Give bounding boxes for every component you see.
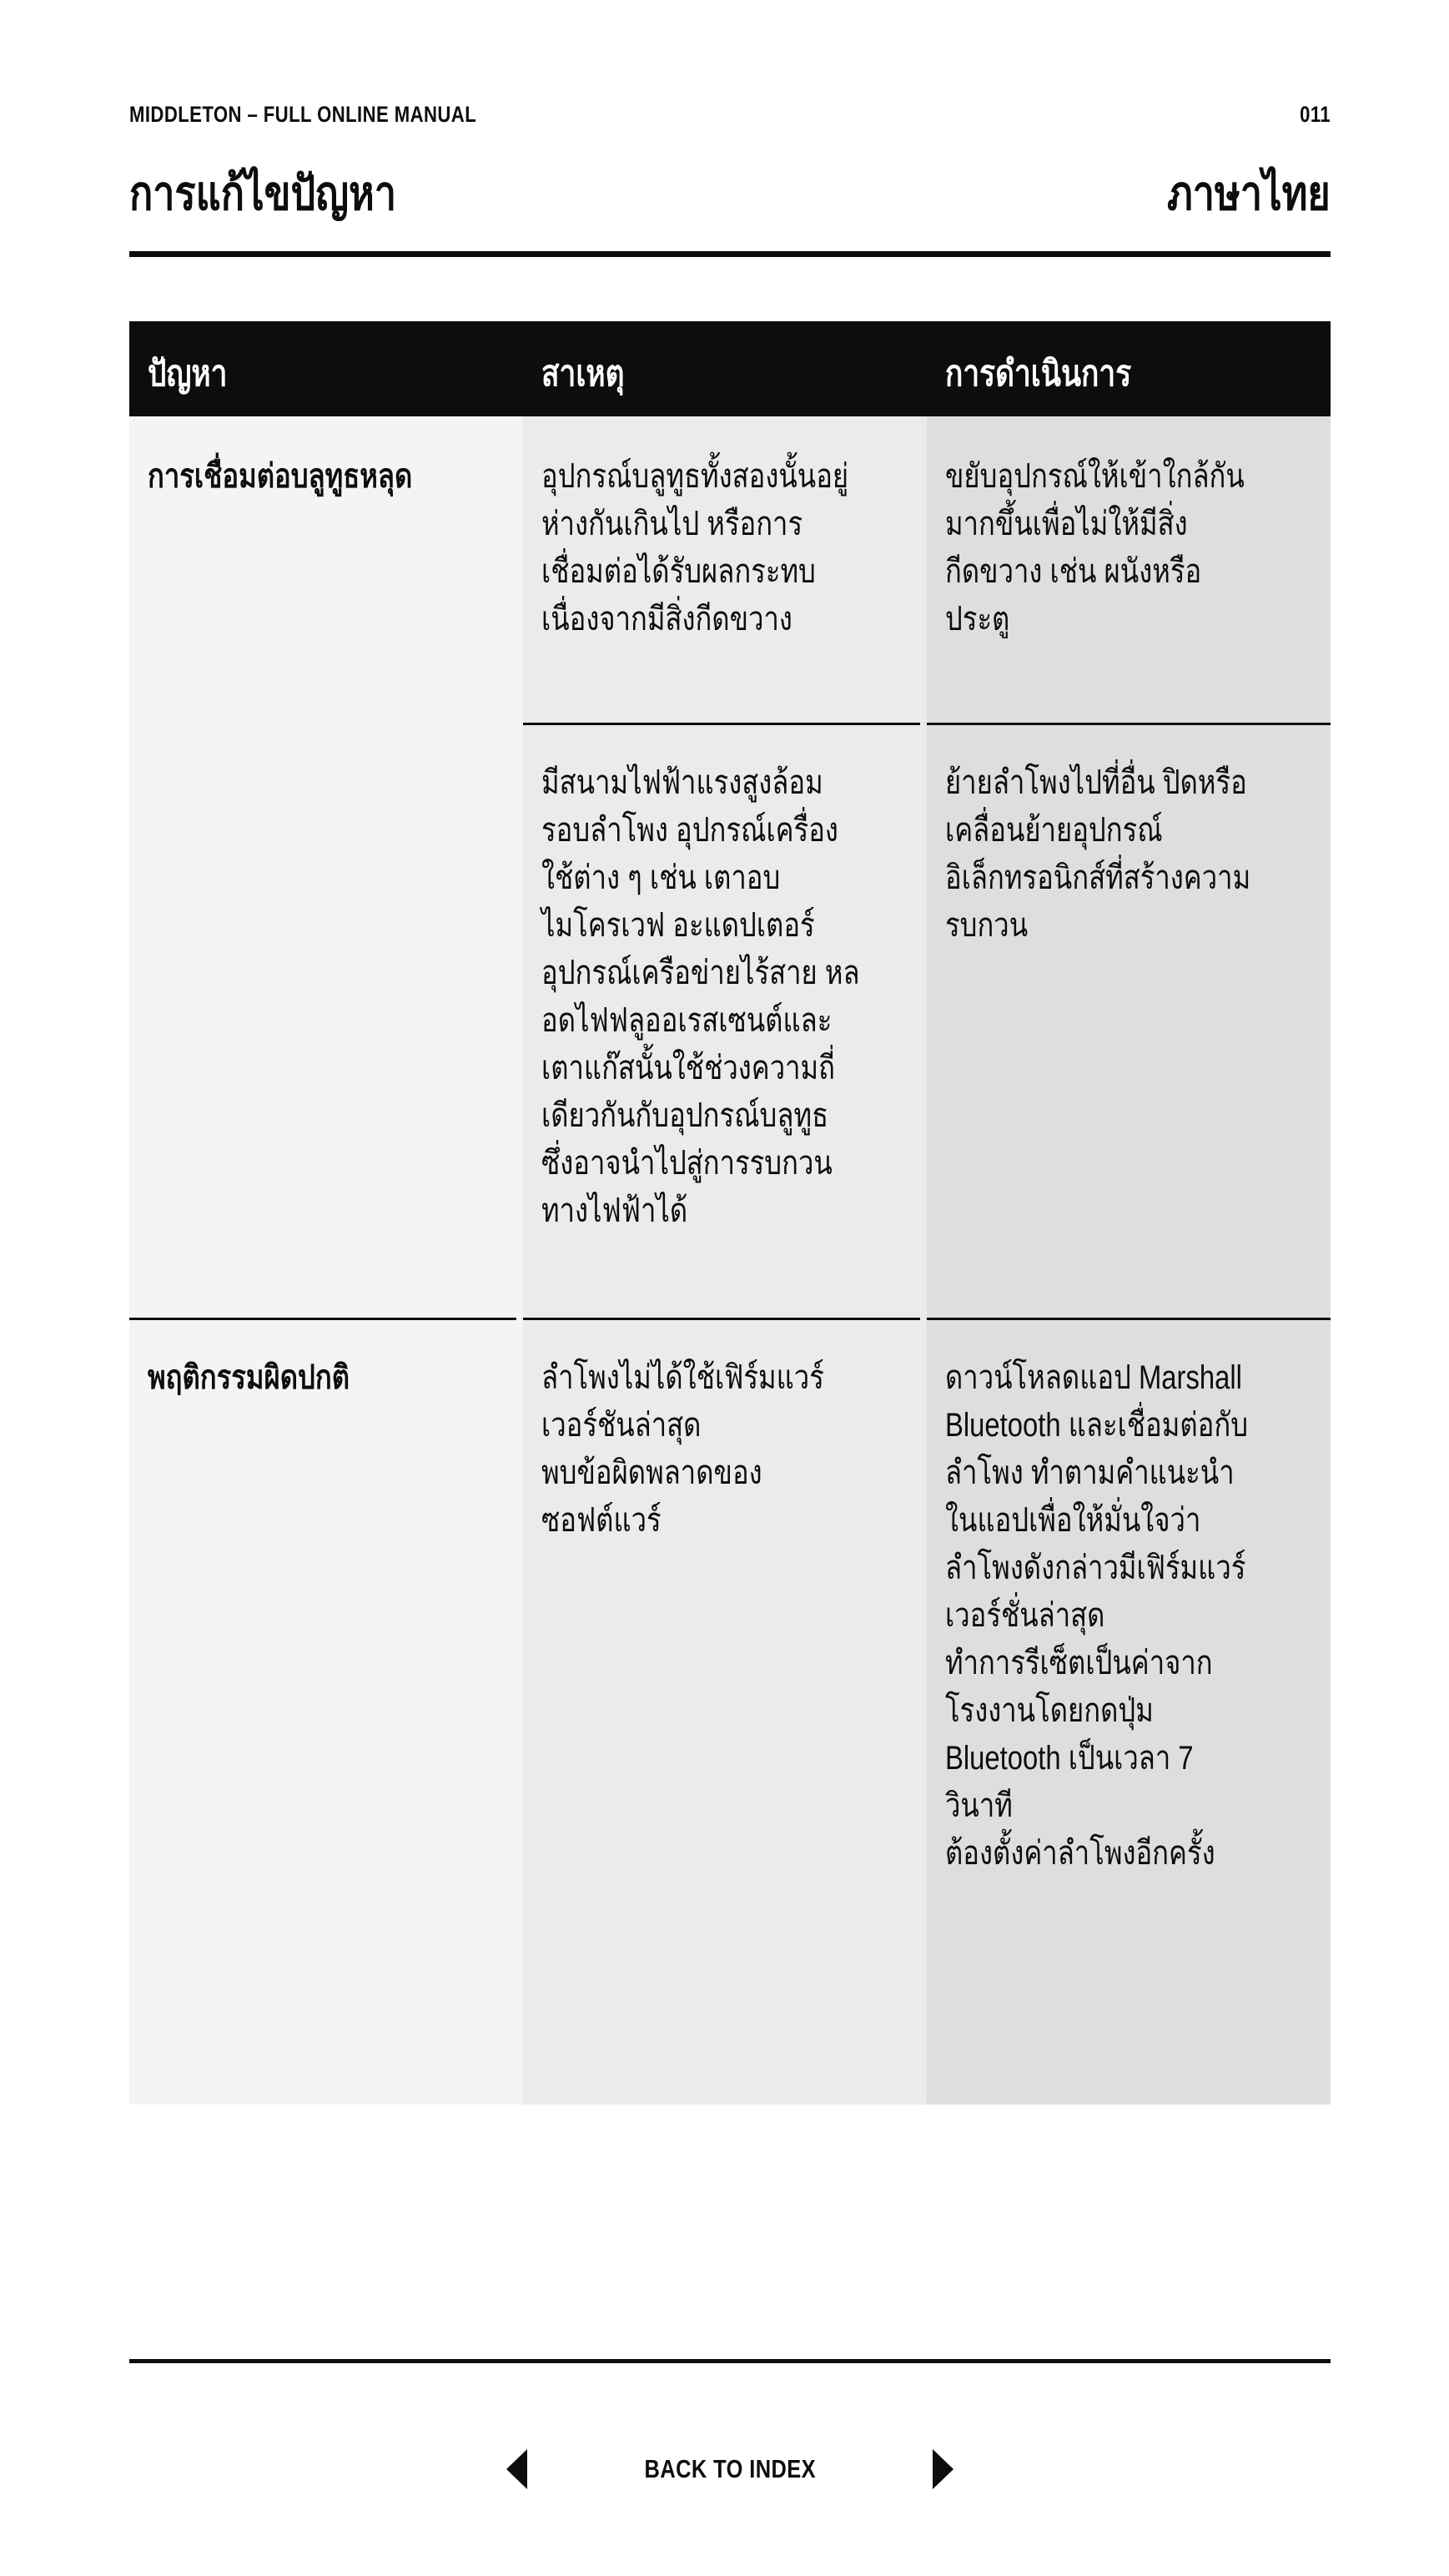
- back-to-index-label: BACK TO INDEX: [644, 2454, 816, 2483]
- title-rule: [129, 251, 1331, 257]
- cell-problem-2: [129, 1318, 523, 2105]
- cell-action-2: [927, 1318, 1331, 2105]
- next-page-button[interactable]: [933, 2449, 953, 2489]
- row-divider: [523, 1318, 920, 1320]
- col-header-cause: [523, 321, 927, 416]
- action-text: ต้องตั้งค่าลำโพงอีกครั้ง: [945, 1835, 1215, 1872]
- col-header-action-label: การดำเนินการ: [945, 354, 1132, 394]
- col-header-problem: [129, 321, 523, 416]
- language-label: ภาษาไทย: [1167, 167, 1331, 220]
- problem-text: พฤติกรรมผิดปกติ: [148, 1359, 350, 1396]
- col-header-problem-label: ปัญหา: [148, 354, 228, 394]
- cell-problem-1: [129, 416, 523, 1318]
- cause-text: พบข้อผิดพลาดของซอฟต์แวร์: [541, 1454, 762, 1539]
- document-header: [129, 0, 1331, 128]
- prev-arrow-icon: [506, 2449, 527, 2489]
- back-to-index-link[interactable]: [626, 2454, 835, 2484]
- troubleshooting-table: [129, 321, 1331, 2105]
- cell-cause-1b: [523, 723, 927, 1318]
- action-text: ย้ายลำโพงไปที่อื่น ปิดหรือเคลื่อนย้ายอุปกรณ์อิเล็กทรอนิกส์ที่สร้างความรบกวน: [945, 764, 1251, 944]
- page-navigation: [129, 2449, 1331, 2489]
- cell-action-1a: [927, 416, 1331, 723]
- cell-action-1b: [927, 723, 1331, 1318]
- action-text: ดาวน์โหลดแอป Marshall Bluetooth และเชื่อมต่อกับลำโพง ทำตามคำแนะนำในแอปเพื่อให้มั่นใจว่าลำโพงดังกล่าวมีเฟิร์มแวร์เวอร์ชั่นล่าสุด: [945, 1359, 1249, 1634]
- cause-text: มีสนามไฟฟ้าแรงสูงล้อมรอบลำโพง อุปกรณ์เครื่องใช้ต่าง ๆ เช่น เตาอบไมโครเวฟ อะแดปเตอร์อุปกรณ์เครือข่ายไร้สาย หลอดไฟฟลูออเรสเซนต์และเตาแก๊สนั้นใช้ช่วงความถี่เดียวกันกับอุปกรณ์บลูทูธ ซึ่งอาจนำไปสู่การรบกวนทางไฟฟ้าได้: [541, 764, 860, 1229]
- row-divider: [129, 1318, 516, 1320]
- row-divider: [927, 1318, 1331, 1320]
- prev-page-button[interactable]: [506, 2449, 527, 2489]
- problem-text: การเชื่อมต่อบลูทูธหลุด: [148, 458, 413, 495]
- page-title: การแก้ไขปัญหา: [129, 167, 397, 220]
- cause-text: ลำโพงไม่ได้ใช้เฟิร์มแวร์เวอร์ชันล่าสุด: [541, 1359, 824, 1444]
- action-text: ขยับอุปกรณ์ให้เข้าใกล้กันมากขึ้นเพื่อไม่ให้มีสิ่งกีดขวาง เช่น ผนังหรือประตู: [945, 458, 1245, 638]
- cell-cause-1a: [523, 416, 927, 723]
- action-text: ทำการรีเซ็ตเป็นค่าจากโรงงานโดยกดปุ่ม Bluetooth เป็นเวลา 7 วินาที: [945, 1645, 1213, 1824]
- subrow-divider: [927, 723, 1331, 725]
- subrow-divider: [523, 723, 920, 725]
- page-number: 011: [1300, 102, 1331, 127]
- col-header-action: [927, 321, 1331, 416]
- page-content: [129, 0, 1331, 2489]
- footer-rule: [129, 2359, 1331, 2363]
- manual-title: MIDDLETON – FULL ONLINE MANUAL: [129, 102, 477, 127]
- title-row: [129, 156, 1331, 231]
- cell-cause-2: [523, 1318, 927, 2105]
- next-arrow-icon: [933, 2449, 953, 2489]
- cause-text: อุปกรณ์บลูทูธทั้งสองนั้นอยู่ห่างกันเกินไป หรือการเชื่อมต่อได้รับผลกระทบเนื่องจากมีสิ่งกีดขวาง: [541, 458, 849, 638]
- col-header-cause-label: สาเหตุ: [541, 354, 625, 394]
